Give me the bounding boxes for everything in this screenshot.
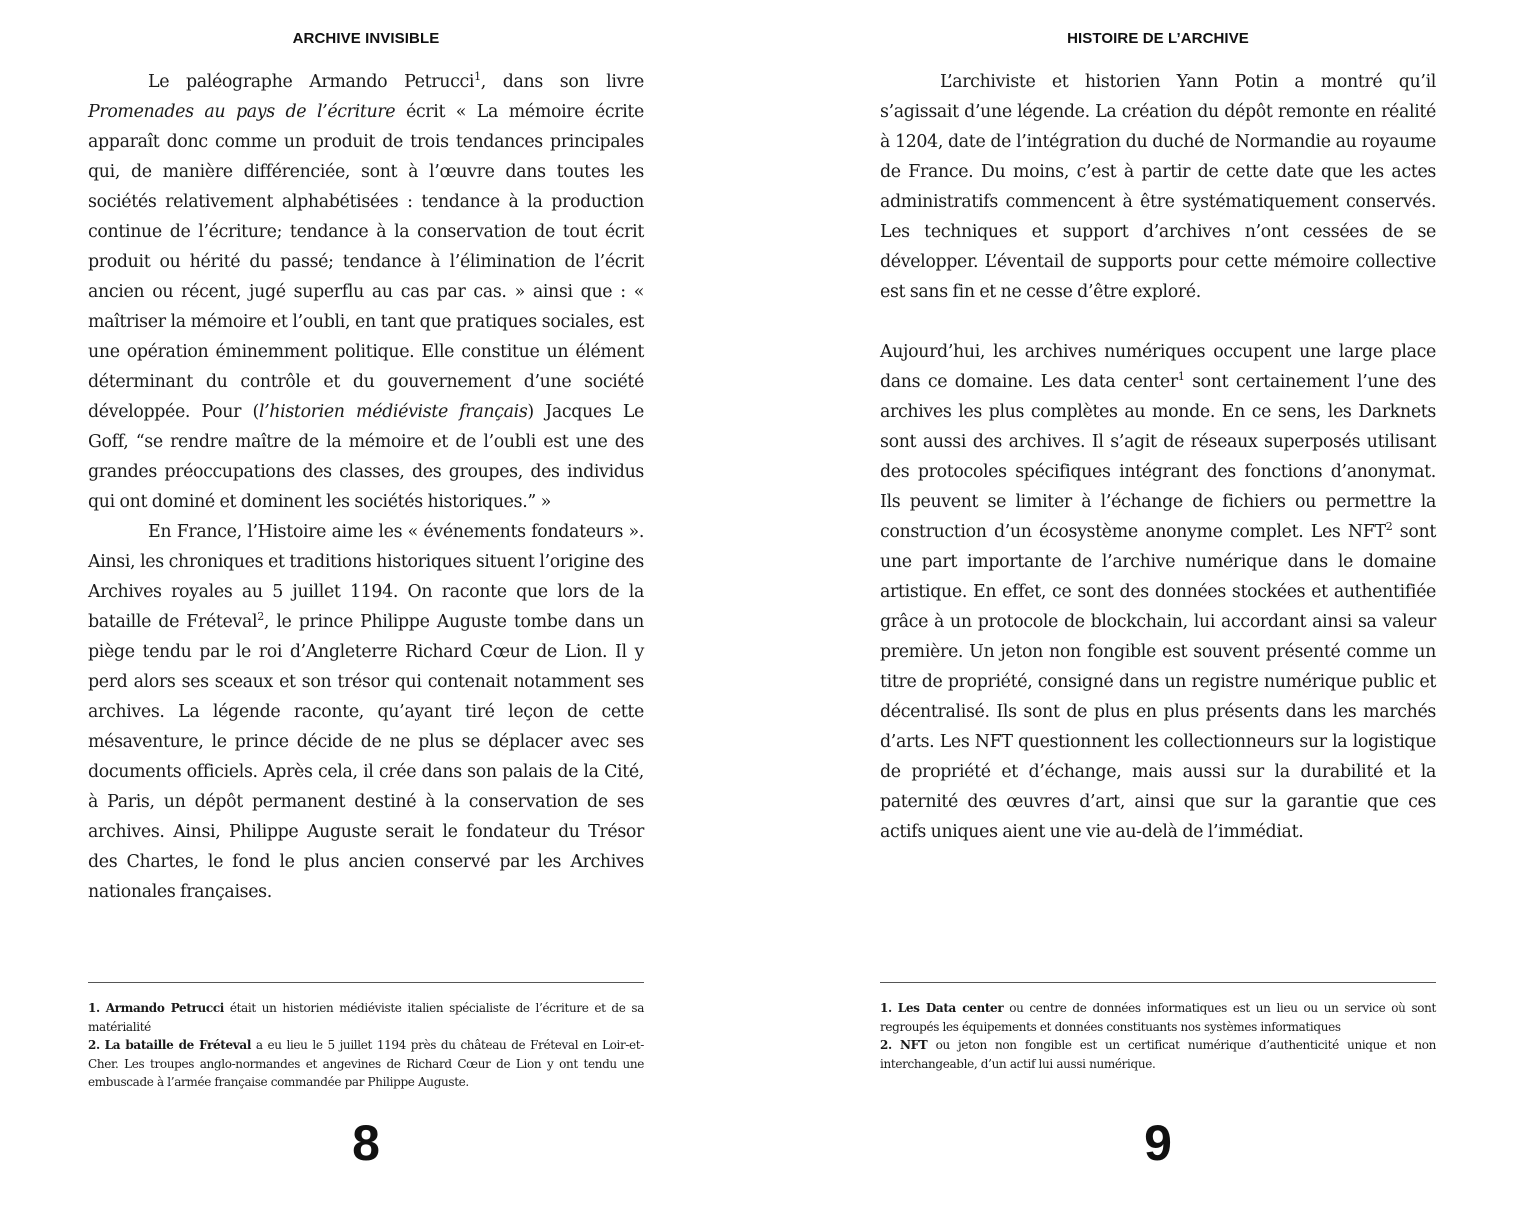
right-page: [880, 0, 1436, 1205]
footnote-text: a eu lieu le 5 juillet 1194 près du château de Fréteval en Loir-et-Cher. Les troupes anglo-normandes et angevines de Richard Cœur de Lion y ont tendu une embuscade à l’armée française commandée par Philippe Auguste.: [88, 1038, 644, 1089]
footnote-number: 1.: [880, 1001, 892, 1015]
footnote-1: [88, 999, 644, 1036]
footnote-number: 1.: [88, 1001, 100, 1015]
right-body-text: [880, 67, 1436, 847]
italic-aside: l’historien médiéviste français: [258, 402, 528, 422]
footnote-2: [880, 1036, 1436, 1073]
footnote-term: NFT: [900, 1038, 928, 1052]
running-head-left: ARCHIVE INVISIBLE: [292, 30, 440, 47]
left-paragraph-2: [88, 517, 644, 907]
footnote-ref-1: 1: [1177, 370, 1185, 384]
left-body-text: [88, 67, 644, 907]
footnote-term: La bataille de Fréteval: [104, 1038, 252, 1052]
footnote-divider: [88, 982, 644, 983]
footnote-divider: [880, 982, 1436, 983]
footnote-ref-2: 2: [1385, 520, 1393, 534]
footnote-2: [88, 1036, 644, 1092]
text-run: ) Jacques Le Goff, “se rendre maître de la mémoire et de l’oubli est une des grandes préoccupations des classes, des groupes, des individus qui ont dominé et dominent les sociétés historiques.” »: [88, 402, 644, 512]
footnote-ref-1: 1: [474, 70, 481, 84]
left-paragraph-1: [88, 67, 644, 517]
text-run: En France, l’Histoire aime les « événements fondateurs ». Ainsi, les chroniques et traditions historiques situent l’origine des Archives royales au 5 juillet 1194. On raconte que lors de la bataille de Fréteval: [88, 522, 644, 632]
text-run: Aujourd’hui, les archives numériques occupent une large place dans ce domaine. Les data center: [880, 342, 1436, 392]
footnote-1: [880, 999, 1436, 1036]
right-paragraph-2: [880, 337, 1436, 847]
page-number-left: 8: [352, 1115, 380, 1171]
footnote-term: Armando Petrucci: [105, 1001, 225, 1015]
text-run: sont une part importante de l’archive numérique dans le domaine artistique. En effet, ce sont des données stockées et authentifiée grâce à un protocole de blockchain, lui accordant ainsi sa valeur première. Un jeton non fongible est souvent présenté comme un titre de propriété, consigné dans un registre numérique public et décentralisé. Ils sont de plus en plus présents dans les marchés d’arts. Les NFT questionnent les collectionneurs sur la logistique de propriété et d’échange, mais aussi sur la durabilité et la paternité des œuvres d’art, ainsi que sur la garantie que ces actifs uniques aient une vie au-delà de l’immédiat.: [880, 522, 1436, 842]
footnote-number: 2.: [880, 1038, 892, 1052]
footnote-text: ou centre de données informatiques est un lieu ou un service où sont regroupés les équipements et données constituants nos systèmes informatiques: [880, 1001, 1436, 1034]
right-footnotes: [880, 999, 1436, 1073]
left-page: [88, 0, 644, 1205]
footnote-text: ou jeton non fongible est un certificat numérique d’authenticité unique et non interchangeable, d’un actif lui aussi numérique.: [880, 1038, 1436, 1071]
book-title: Promenades au pays de l’écriture: [88, 102, 396, 122]
right-paragraph-1: L’archiviste et historien Yann Potin a montré qu’il s’agissait d’une légende. La création du dépôt remonte en réalité à 1204, date de l’intégration du duché de Normandie au royaume de France. Du moins, c’est à partir de cette date que les actes administratifs commencent à être systématiquement conservés. Les techniques et support d’archives n’ont cessées de se développer. L’éventail de supports pour cette mémoire collective est sans fin et ne cesse d’être exploré.: [880, 72, 1436, 302]
footnote-ref-2: 2: [257, 610, 264, 624]
left-footnotes: [88, 999, 644, 1092]
running-head-right: HISTOIRE DE L’ARCHIVE: [1067, 30, 1249, 47]
footnote-term: Les Data center: [897, 1001, 1004, 1015]
text-run: , le prince Philippe Auguste tombe dans un piège tendu par le roi d’Angleterre Richard Cœur de Lion. Il y perd alors ses sceaux et son trésor qui contenait notamment ses archives. La légende raconte, qu’ayant tiré leçon de cette mésaventure, le prince décide de ne plus se déplacer avec ses documents officiels. Après cela, il crée dans son palais de la Cité, à Paris, un dépôt permanent destiné à la conservation de ses archives. Ainsi, Philippe Auguste serait le fondateur du Trésor des Chartes, le fond le plus ancien conservé par les Archives nationales françaises.: [88, 612, 644, 902]
footnote-number: 2.: [88, 1038, 100, 1052]
text-run: Le paléographe Armando Petrucci: [148, 72, 475, 92]
text-run: sont certainement l’une des archives les plus complètes au monde. En ce sens, les Darknets sont aussi des archives. Il s’agit de réseaux superposés utilisant des protocoles spécifiques intégrant des fonctions d’anonymat. Ils peuvent se limiter à l’échange de fichiers ou permettre la construction d’un écosystème anonyme complet. Les NFT: [880, 372, 1436, 542]
text-run: , dans son livre: [480, 72, 644, 92]
footnote-text: était un historien médiéviste italien spécialiste de l’écriture et de sa matérialité: [88, 1001, 644, 1034]
page-number-right: 9: [1144, 1115, 1172, 1171]
text-run: écrit « La mémoire écrite apparaît donc comme un produit de trois tendances principales qui, de manière différenciée, sont à l’œuvre dans toutes les sociétés relativement alphabétisées : tendance à la production continue de l’écriture; tendance à la conservation de tout écrit produit ou hérité du passé; tendance à l’élimination de l’écrit ancien ou récent, jugé superflu au cas par cas. » ainsi que : « maîtriser la mémoire et l’oubli, en tant que pratiques sociales, est une opération éminemment politique. Elle constitue un élément déterminant du contrôle et du gouvernement d’une société développée. Pour (: [88, 102, 644, 422]
